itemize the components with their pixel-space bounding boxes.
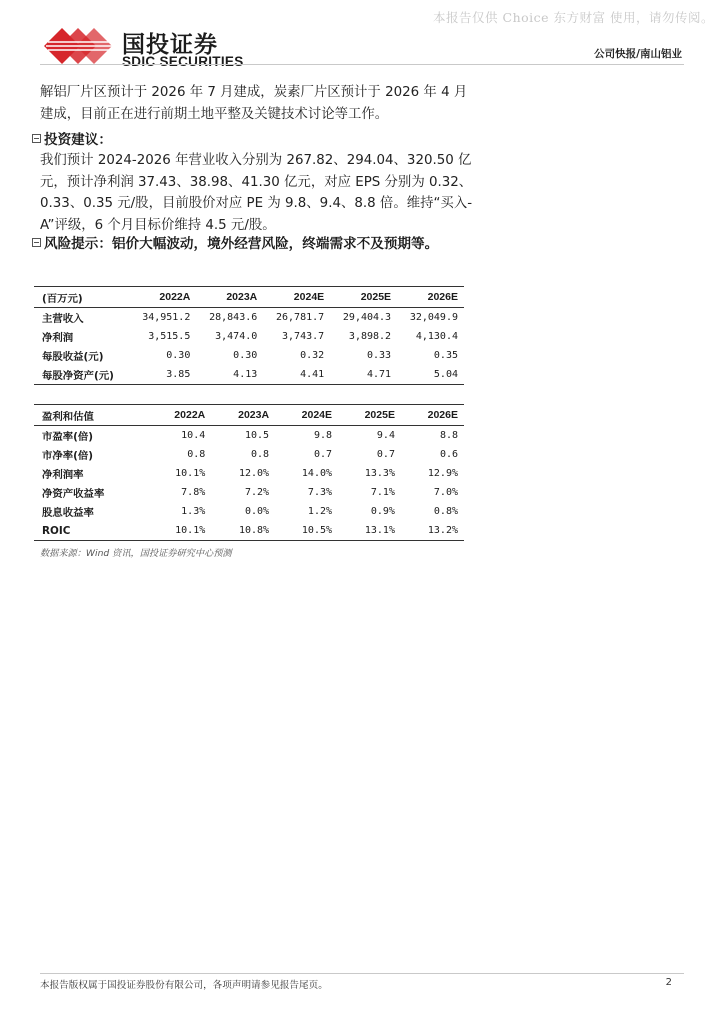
logo-chinese-name: 国投证券 <box>122 32 218 58</box>
header-cell: 2026E <box>427 409 458 421</box>
header-cell: 2023A <box>226 291 258 303</box>
row-label: 每股净资产(元) <box>42 370 114 382</box>
table-row <box>34 365 464 385</box>
table-row <box>34 445 464 464</box>
table-cell: 34,951.2 <box>142 312 191 323</box>
table-cell: 0.32 <box>300 350 325 361</box>
watermark: 本报告仅供 Choice 东方财富 使用，请勿传阅。 <box>433 10 714 25</box>
table-cell: 10.4 <box>181 430 206 441</box>
table-cell: 0.8 <box>251 449 270 460</box>
table-cell: 9.8 <box>313 430 333 441</box>
table-row <box>34 464 464 483</box>
table-cell: 8.8 <box>439 430 458 441</box>
table-cell: 0.8% <box>433 506 458 517</box>
header-divider <box>40 64 684 65</box>
footer-divider <box>40 973 684 974</box>
table-cell: 1.3% <box>181 506 206 517</box>
table-cell: 10.5% <box>301 525 333 536</box>
section-risk-warning <box>32 234 462 255</box>
logo-diamond-icon <box>40 24 118 68</box>
valuation-table <box>34 404 464 541</box>
financial-summary-table <box>34 286 464 385</box>
table-row <box>34 502 464 521</box>
table-cell: 26,781.7 <box>276 312 325 323</box>
header-cell: 2025E <box>364 409 395 421</box>
table-cell: 7.3% <box>307 487 333 498</box>
table-row <box>34 521 464 541</box>
page-number: 2 <box>665 977 672 988</box>
table-cell: 3.85 <box>166 369 191 380</box>
table-cell: 4.13 <box>233 369 258 380</box>
table-cell: 4.71 <box>366 369 392 380</box>
table-row <box>34 346 464 365</box>
table-cell: 0.7 <box>376 449 395 460</box>
row-label: 净利润 <box>42 332 74 344</box>
collapse-box-icon <box>32 134 41 143</box>
table-cell: 12.0% <box>238 468 270 479</box>
table-cell: 3,743.7 <box>282 331 325 342</box>
table-cell: 0.0% <box>244 506 270 517</box>
table-cell: 4.41 <box>300 369 325 380</box>
table-cell: 3,515.5 <box>148 331 191 342</box>
table-cell: 7.1% <box>370 487 395 498</box>
paragraph-forecast: 我们预计 2024-2026 年营业收入分别为 267.82、294.04、320.50 亿元，预计净利润 37.43、38.98、41.30 亿元，对应 EPS 分别为 0.32、0.33、0.35 元/股，目前股价对应 PE 为 9.8、9.4、8.8 倍。维持“买入-A”评级，6 个月目标价维持 4.5 元/股。 <box>40 153 473 233</box>
copyright-notice: 本报告版权属于国投证券股份有限公司，各项声明请参见报告尾页。 <box>40 980 328 991</box>
section-title: 投资建议： <box>44 132 112 148</box>
table-cell: 0.7 <box>313 449 333 460</box>
table-row <box>34 308 464 328</box>
table-cell: 0.30 <box>233 350 258 361</box>
report-category: 公司快报/南山铝业 <box>594 48 682 60</box>
table-cell: 13.1% <box>364 525 395 536</box>
paragraph-construction: 解铝厂片区预计于 2026 年 7 月建成，炭素厂片区预计于 2026 年 4 月建成，目前正在进行前期土地平整及关键技术讨论等工作。 <box>40 85 468 122</box>
table-cell: 0.8 <box>187 449 206 460</box>
table-cell: 7.8% <box>181 487 206 498</box>
row-label: 每股收益(元) <box>42 351 104 363</box>
row-label: 净利润率 <box>42 469 84 481</box>
header-cell: 2026E <box>427 291 458 303</box>
data-source-note: 数据来源：Wind 资讯，国投证券研究中心预测 <box>40 548 232 559</box>
table-cell: 4,130.4 <box>415 331 458 342</box>
header-cell: 2023A <box>238 409 270 421</box>
table-cell: 7.0% <box>433 487 458 498</box>
row-label: 市盈率(倍) <box>42 431 94 443</box>
table-cell: 5.04 <box>433 369 458 380</box>
table-cell: 10.1% <box>175 468 206 479</box>
table-cell: 9.4 <box>376 430 395 441</box>
table-cell: 0.9% <box>370 506 395 517</box>
header-cell: 2022A <box>159 291 191 303</box>
table-cell: 0.6 <box>439 449 458 460</box>
header-cell: 2022A <box>174 409 206 421</box>
table-cell: 10.5 <box>244 430 270 441</box>
section-title: 风险提示：铝价大幅波动，境外经营风险，终端需求不及预期等。 <box>44 236 439 252</box>
row-label: 市净率(倍) <box>42 450 94 462</box>
table-cell: 13.2% <box>427 525 458 536</box>
table-cell: 3,898.2 <box>348 331 392 342</box>
header-cell: 2024E <box>301 409 333 421</box>
logo-english-name: SDIC SECURITIES <box>122 54 244 69</box>
table-header-row <box>34 405 464 426</box>
table-cell: 10.8% <box>238 525 270 536</box>
row-label: 主营收入 <box>42 313 84 325</box>
header-cell: 2024E <box>293 291 325 303</box>
collapse-box-icon <box>32 238 41 247</box>
row-label: 净资产收益率 <box>42 488 105 500</box>
table-cell: 1.2% <box>307 506 333 517</box>
header-cell: 2025E <box>360 291 392 303</box>
header-cell: (百万元) <box>42 292 83 305</box>
section-investment-advice <box>32 128 112 148</box>
table-cell: 28,843.6 <box>209 312 258 323</box>
table-cell: 32,049.9 <box>409 312 458 323</box>
table-cell: 0.33 <box>366 350 392 361</box>
row-label: ROIC <box>42 524 71 537</box>
header-cell: 盈利和估值 <box>42 410 94 423</box>
table-cell: 14.0% <box>301 468 333 479</box>
table-cell: 12.9% <box>427 468 458 479</box>
table-cell: 3,474.0 <box>215 331 258 342</box>
table-cell: 7.2% <box>244 487 270 498</box>
table-cell: 29,404.3 <box>342 312 392 323</box>
row-label: 股息收益率 <box>42 507 94 519</box>
table-cell: 0.35 <box>433 350 458 361</box>
company-logo <box>40 24 244 69</box>
table-row <box>34 327 464 346</box>
table-header-row <box>34 287 464 308</box>
table-cell: 0.30 <box>166 350 191 361</box>
table-cell: 13.3% <box>364 468 395 479</box>
table-row <box>34 483 464 502</box>
table-row <box>34 426 464 446</box>
table-cell: 10.1% <box>175 525 206 536</box>
